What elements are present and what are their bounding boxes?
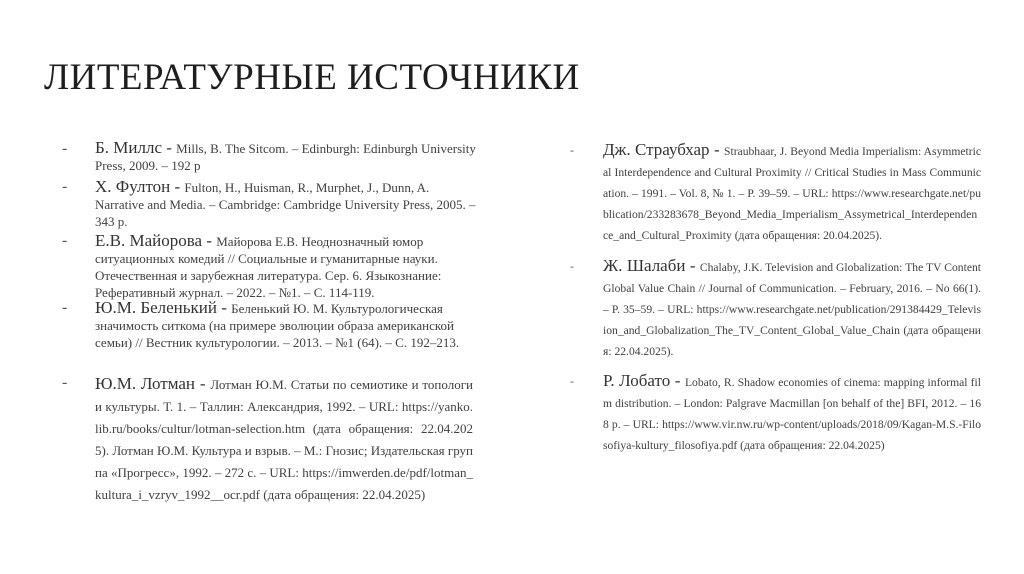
bullet-dash: - <box>62 374 68 391</box>
page-title: ЛИТЕРАТУРНЫЕ ИСТОЧНИКИ <box>44 57 580 98</box>
author-name: Ю.М. Лотман - <box>95 374 211 393</box>
reference-text: Lobato, R. Shadow economies of cinema: mapping informal film distribution. – London: Palgrave Macmillan [on behalf of the] BFI, 2012. – 168 p. – URL: https://www.vir.nw.ru/wp-content/uploads/2018/09/Kagan-M.S.-Filosofiya-kultury_filosofiya.pdf (дата обращения: 22.04.2025) <box>603 376 981 452</box>
author-name: Ю.М. Беленький - <box>95 298 232 317</box>
bullet-dash: - <box>570 143 574 157</box>
author-name: Р. Лобато - <box>603 371 685 390</box>
reference-text: Mills, B. The Sitcom. – Edinburgh: Edinburgh University Press, 2009. – 192 p <box>95 141 476 173</box>
bullet-dash: - <box>62 232 68 249</box>
author-name: Дж. Страубхар - <box>603 140 725 159</box>
bullet-dash: - <box>62 178 68 195</box>
reference-text: Straubhaar, J. Beyond Media Imperialism: Asymmetrical Interdependence and Cultural Proximity // Critical Studies in Mass Communication. – 1991. – Vol. 8, № 1. – P. 39–59. – URL: https://www.researchgate.net/publication/233283678_Beyond_Media_Imperialism_Assymetrical_Interdependence_and_Cultural_Proximity (дата обращения: 20.04.2025). <box>603 145 981 242</box>
reference-text: Лотман Ю.М. Статьи по семиотике и топологии культуры. Т. 1. – Таллин: Александрия, 1992. – URL: https://yanko.lib.ru/books/cultur/lotman-selection.htm (дата обращения: 22.04.2025). Лотман Ю.М. Культура и взрыв. – М.: Гнозис; Издательская группа «Прогресс», 1992. – 272 с. – URL: https://imwerden.de/pdf/lotman_kultura_i_vzryv_1992__ocr.pdf (дата обращения: 22.04.2025) <box>95 377 473 502</box>
reference-text: Майорова Е.В. Неоднозначный юмор ситуационных комедий // Социальные и гуманитарные науки. Отечественная и зарубежная литература. Сер. 6. Языкознание: Реферативный журнал. – 2022. – №1. – С. 114-119. <box>95 234 442 300</box>
reference-text: Беленький Ю. М. Культурологическая значимость ситкома (на примере эволюции образа американской семьи) // Вестник культурологии. – 2013. – №1 (64). – С. 192–213. <box>95 301 460 350</box>
author-name: Б. Миллс - <box>95 138 177 157</box>
author-name: Х. Фултон - <box>95 177 185 196</box>
author-name: Ж. Шалаби - <box>603 256 700 275</box>
bullet-dash: - <box>62 299 68 316</box>
reference-text: Chalaby, J.K. Television and Globalization: The TV Content Global Value Chain // Journal of Communication. – February, 2016. – No 66(1). – P. 35–59. – URL: https://www.researchgate.net/publication/291384429_Television_and_Globalization_The_TV_Content_Global_Value_Chain (дата обращения: 22.04.2025). <box>603 261 981 358</box>
bullet-dash: - <box>62 140 68 157</box>
author-name: Е.В. Майорова - <box>95 231 217 250</box>
bullet-dash: - <box>570 259 574 273</box>
reference-text: Fulton, H., Huisman, R., Murphet, J., Dunn, A. Narrative and Media. – Cambridge: Cambridge University Press, 2005. – 343 p. <box>95 180 476 229</box>
bullet-dash: - <box>570 374 574 388</box>
